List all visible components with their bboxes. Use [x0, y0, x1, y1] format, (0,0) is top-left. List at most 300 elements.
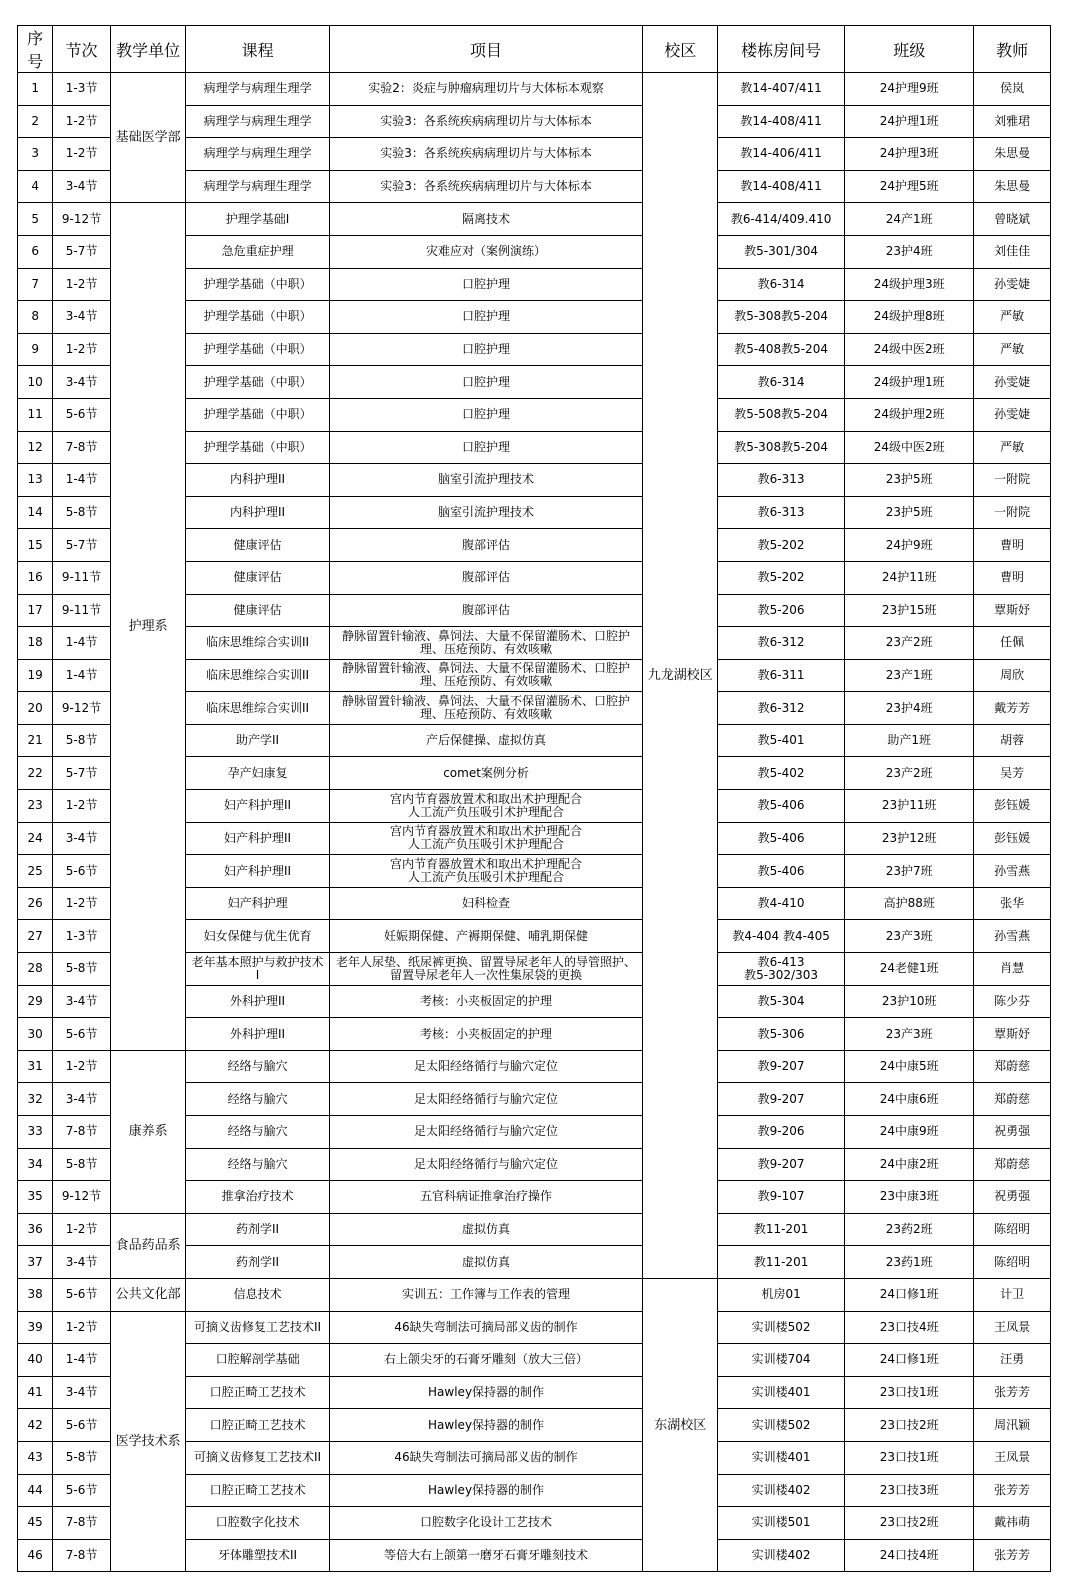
row-course: 信息技术: [186, 1278, 329, 1311]
row-course: 经络与腧穴: [186, 1116, 329, 1149]
row-period: 5-6节: [53, 1018, 111, 1051]
row-course: 护理学基础（中职）: [186, 366, 329, 399]
row-no: 2: [18, 105, 53, 138]
row-teacher: 任佩: [974, 627, 1051, 660]
row-no: 11: [18, 398, 53, 431]
row-teacher: 覃斯妤: [974, 594, 1051, 627]
row-room: 教14-407/411: [718, 73, 845, 106]
row-class: 23护4班: [845, 692, 974, 725]
row-project: 等倍大右上颌第一磨牙石膏牙雕刻技术: [329, 1539, 643, 1572]
row-room: 教6-314: [718, 268, 845, 301]
row-room: 实训楼502: [718, 1311, 845, 1344]
row-room: 教6-313: [718, 464, 845, 497]
row-course: 外科护理II: [186, 1018, 329, 1051]
row-project: Hawley保持器的制作: [329, 1474, 643, 1507]
unit-cell: 基础医学部: [110, 73, 186, 203]
row-no: 15: [18, 529, 53, 562]
row-teacher: 张华: [974, 887, 1051, 920]
row-project: 静脉留置针输液、鼻饲法、大量不保留灌肠术、口腔护理、压疮预防、有效咳嗽: [329, 659, 643, 692]
row-project: 口腔护理: [329, 366, 643, 399]
row-class: 23口技3班: [845, 1474, 974, 1507]
row-project: 足太阳经络循行与腧穴定位: [329, 1050, 643, 1083]
row-room: 实训楼402: [718, 1539, 845, 1572]
row-period: 3-4节: [53, 366, 111, 399]
row-teacher: 祝勇强: [974, 1181, 1051, 1214]
header-row: [18, 26, 1051, 73]
row-class: 24级护理1班: [845, 366, 974, 399]
row-teacher: 孙雯婕: [974, 366, 1051, 399]
unit-cell: 护理系: [110, 203, 186, 1050]
row-period: 3-4节: [53, 822, 111, 855]
row-course: 经络与腧穴: [186, 1148, 329, 1181]
row-course: 健康评估: [186, 529, 329, 562]
row-class: 23口技2班: [845, 1409, 974, 1442]
row-project: 右上颌尖牙的石膏牙雕刻（放大三倍）: [329, 1344, 643, 1377]
row-project: 腹部评估: [329, 561, 643, 594]
row-no: 10: [18, 366, 53, 399]
row-room: 实训楼502: [718, 1409, 845, 1442]
row-room: 教11-201: [718, 1213, 845, 1246]
row-no: 31: [18, 1050, 53, 1083]
row-no: 20: [18, 692, 53, 725]
row-period: 1-4节: [53, 1344, 111, 1377]
row-period: 1-2节: [53, 790, 111, 823]
row-project: 虚拟仿真: [329, 1213, 643, 1246]
row-room: 教14-408/411: [718, 170, 845, 203]
row-course: 健康评估: [186, 594, 329, 627]
row-class: 24老健1班: [845, 953, 974, 986]
row-teacher: 曾晓斌: [974, 203, 1051, 236]
row-teacher: 朱思曼: [974, 138, 1051, 171]
table-row: [18, 203, 1051, 236]
row-course: 孕产妇康复: [186, 757, 329, 790]
row-class: 24中康6班: [845, 1083, 974, 1116]
row-class: 24口修1班: [845, 1344, 974, 1377]
row-class: 23护11班: [845, 790, 974, 823]
row-teacher: 彭钰媛: [974, 790, 1051, 823]
row-room: 教5-206: [718, 594, 845, 627]
row-teacher: 一附院: [974, 496, 1051, 529]
row-period: 9-12节: [53, 692, 111, 725]
row-teacher: 刘雅珺: [974, 105, 1051, 138]
row-class: 24口技4班: [845, 1539, 974, 1572]
row-class: 23护12班: [845, 822, 974, 855]
row-project: 考核：小夹板固定的护理: [329, 1018, 643, 1051]
row-teacher: 孙雪燕: [974, 855, 1051, 888]
row-project: 宫内节育器放置术和取出术护理配合 人工流产负压吸引术护理配合: [329, 855, 643, 888]
row-course: 药剂学II: [186, 1246, 329, 1279]
row-period: 5-6节: [53, 1409, 111, 1442]
row-course: 妇产科护理II: [186, 790, 329, 823]
row-class: 24级护理8班: [845, 301, 974, 334]
row-room: 实训楼704: [718, 1344, 845, 1377]
row-course: 内科护理II: [186, 496, 329, 529]
row-project: 脑室引流护理技术: [329, 464, 643, 497]
row-no: 5: [18, 203, 53, 236]
row-project: 口腔护理: [329, 268, 643, 301]
row-teacher: 周汛颖: [974, 1409, 1051, 1442]
row-class: 24护理9班: [845, 73, 974, 106]
row-class: 23产2班: [845, 757, 974, 790]
row-period: 1-2节: [53, 138, 111, 171]
row-room: 教11-201: [718, 1246, 845, 1279]
row-course: 药剂学II: [186, 1213, 329, 1246]
row-teacher: 郑蔚慈: [974, 1148, 1051, 1181]
row-course: 病理学与病理生理学: [186, 73, 329, 106]
row-project: 实验3：各系统疾病病理切片与大体标本: [329, 105, 643, 138]
row-room: 教9-207: [718, 1050, 845, 1083]
row-room: 教9-207: [718, 1148, 845, 1181]
row-project: 妇科检查: [329, 887, 643, 920]
row-teacher: 侯岚: [974, 73, 1051, 106]
row-no: 44: [18, 1474, 53, 1507]
row-room: 实训楼501: [718, 1507, 845, 1540]
row-no: 19: [18, 659, 53, 692]
row-teacher: 胡蓉: [974, 724, 1051, 757]
row-room: 教5-308教5-204: [718, 301, 845, 334]
row-class: 23护7班: [845, 855, 974, 888]
row-no: 13: [18, 464, 53, 497]
row-teacher: 一附院: [974, 464, 1051, 497]
row-teacher: 汪勇: [974, 1344, 1051, 1377]
row-teacher: 刘佳佳: [974, 235, 1051, 268]
row-project: 实验2：炎症与肿瘤病理切片与大体标本观察: [329, 73, 643, 106]
row-project: 考核：小夹板固定的护理: [329, 985, 643, 1018]
row-period: 1-2节: [53, 887, 111, 920]
row-no: 7: [18, 268, 53, 301]
row-course: 妇产科护理II: [186, 822, 329, 855]
row-room: 教5-202: [718, 561, 845, 594]
row-course: 妇女保健与优生优育: [186, 920, 329, 953]
row-room: 教5-406: [718, 822, 845, 855]
row-class: 23护5班: [845, 496, 974, 529]
row-no: 9: [18, 333, 53, 366]
row-course: 病理学与病理生理学: [186, 138, 329, 171]
row-room: 教5-406: [718, 790, 845, 823]
row-project: comet案例分析: [329, 757, 643, 790]
row-teacher: 彭钰媛: [974, 822, 1051, 855]
row-no: 16: [18, 561, 53, 594]
row-period: 5-7节: [53, 235, 111, 268]
row-no: 40: [18, 1344, 53, 1377]
row-course: 可摘义齿修复工艺技术II: [186, 1441, 329, 1474]
row-project: 实训五：工作簿与工作表的管理: [329, 1278, 643, 1311]
row-no: 46: [18, 1539, 53, 1572]
row-project: 46缺失弯制法可摘局部义齿的制作: [329, 1311, 643, 1344]
row-project: 腹部评估: [329, 594, 643, 627]
row-period: 1-4节: [53, 659, 111, 692]
row-course: 经络与腧穴: [186, 1083, 329, 1116]
row-project: 口腔数字化设计工艺技术: [329, 1507, 643, 1540]
row-course: 推拿治疗技术: [186, 1181, 329, 1214]
row-no: 8: [18, 301, 53, 334]
row-period: 7-8节: [53, 431, 111, 464]
row-room: 教9-107: [718, 1181, 845, 1214]
row-project: 口腔护理: [329, 333, 643, 366]
row-period: 3-4节: [53, 170, 111, 203]
header-class: 班级: [845, 26, 974, 73]
row-period: 1-3节: [53, 73, 111, 106]
row-teacher: 戴芳芳: [974, 692, 1051, 725]
row-course: 护理学基础I: [186, 203, 329, 236]
row-project: 静脉留置针输液、鼻饲法、大量不保留灌肠术、口腔护理、压疮预防、有效咳嗽: [329, 692, 643, 725]
row-period: 5-7节: [53, 757, 111, 790]
row-course: 急危重症护理: [186, 235, 329, 268]
row-class: 24护9班: [845, 529, 974, 562]
row-class: 23护4班: [845, 235, 974, 268]
row-teacher: 孙雪燕: [974, 920, 1051, 953]
row-no: 21: [18, 724, 53, 757]
campus-cell: 东湖校区: [643, 1278, 718, 1571]
row-room: 教5-202: [718, 529, 845, 562]
row-period: 1-2节: [53, 1311, 111, 1344]
row-project: 隔离技术: [329, 203, 643, 236]
row-project: 足太阳经络循行与腧穴定位: [329, 1148, 643, 1181]
row-room: 教5-304: [718, 985, 845, 1018]
row-period: 9-11节: [53, 594, 111, 627]
row-period: 7-8节: [53, 1507, 111, 1540]
row-project: 实验3：各系统疾病病理切片与大体标本: [329, 170, 643, 203]
row-period: 5-8节: [53, 953, 111, 986]
row-project: 宫内节育器放置术和取出术护理配合 人工流产负压吸引术护理配合: [329, 790, 643, 823]
row-period: 1-2节: [53, 1050, 111, 1083]
table-row: [18, 1213, 1051, 1246]
row-project: 脑室引流护理技术: [329, 496, 643, 529]
header-teacher: 教师: [974, 26, 1051, 73]
row-class: 24护理1班: [845, 105, 974, 138]
row-room: 教5-402: [718, 757, 845, 790]
row-class: 24口修1班: [845, 1278, 974, 1311]
row-room: 教6-413 教5-302/303: [718, 953, 845, 986]
unit-cell: 康养系: [110, 1050, 186, 1213]
row-class: 23产3班: [845, 920, 974, 953]
row-period: 1-2节: [53, 105, 111, 138]
row-period: 5-8节: [53, 1441, 111, 1474]
row-class: 23中康3班: [845, 1181, 974, 1214]
row-period: 5-7节: [53, 529, 111, 562]
row-no: 43: [18, 1441, 53, 1474]
row-room: 教4-410: [718, 887, 845, 920]
row-course: 内科护理II: [186, 464, 329, 497]
row-no: 27: [18, 920, 53, 953]
row-teacher: 严敏: [974, 431, 1051, 464]
row-class: 助产1班: [845, 724, 974, 757]
row-room: 教14-406/411: [718, 138, 845, 171]
row-period: 7-8节: [53, 1539, 111, 1572]
row-class: 24中康5班: [845, 1050, 974, 1083]
row-period: 1-2节: [53, 333, 111, 366]
row-no: 22: [18, 757, 53, 790]
row-teacher: 郑蔚慈: [974, 1050, 1051, 1083]
row-no: 25: [18, 855, 53, 888]
row-class: 23口技4班: [845, 1311, 974, 1344]
row-no: 28: [18, 953, 53, 986]
row-course: 口腔正畸工艺技术: [186, 1474, 329, 1507]
row-project: 静脉留置针输液、鼻饲法、大量不保留灌肠术、口腔护理、压疮预防、有效咳嗽: [329, 627, 643, 660]
row-period: 9-12节: [53, 203, 111, 236]
row-room: 教9-206: [718, 1116, 845, 1149]
row-no: 36: [18, 1213, 53, 1246]
row-class: 23护10班: [845, 985, 974, 1018]
row-course: 病理学与病理生理学: [186, 105, 329, 138]
row-no: 38: [18, 1278, 53, 1311]
row-no: 29: [18, 985, 53, 1018]
row-project: 足太阳经络循行与腧穴定位: [329, 1083, 643, 1116]
row-teacher: 孙雯婕: [974, 268, 1051, 301]
row-period: 7-8节: [53, 1116, 111, 1149]
row-course: 妇产科护理: [186, 887, 329, 920]
row-class: 23口技1班: [845, 1376, 974, 1409]
row-class: 23药2班: [845, 1213, 974, 1246]
row-project: 妊娠期保健、产褥期保健、哺乳期保健: [329, 920, 643, 953]
row-teacher: 覃斯妤: [974, 1018, 1051, 1051]
row-period: 1-2节: [53, 1213, 111, 1246]
row-class: 23护15班: [845, 594, 974, 627]
row-room: 教5-306: [718, 1018, 845, 1051]
row-room: 教6-311: [718, 659, 845, 692]
row-room: 教5-406: [718, 855, 845, 888]
lab-schedule-table: [17, 25, 1051, 1572]
row-room: 实训楼401: [718, 1376, 845, 1409]
row-teacher: 陈少芬: [974, 985, 1051, 1018]
row-no: 35: [18, 1181, 53, 1214]
row-project: 口腔护理: [329, 431, 643, 464]
row-class: 23口技2班: [845, 1507, 974, 1540]
row-teacher: 朱思曼: [974, 170, 1051, 203]
row-no: 18: [18, 627, 53, 660]
row-room: 教6-313: [718, 496, 845, 529]
row-teacher: 祝勇强: [974, 1116, 1051, 1149]
row-teacher: 曹明: [974, 529, 1051, 562]
row-project: 腹部评估: [329, 529, 643, 562]
header-period: 节次: [53, 26, 111, 73]
row-project: 灾难应对（案例演练）: [329, 235, 643, 268]
row-room: 教14-408/411: [718, 105, 845, 138]
row-class: 24产1班: [845, 203, 974, 236]
row-teacher: 张芳芳: [974, 1474, 1051, 1507]
row-class: 23药1班: [845, 1246, 974, 1279]
row-room: 教4-404 教4-405: [718, 920, 845, 953]
row-class: 23口技1班: [845, 1441, 974, 1474]
row-room: 教5-508教5-204: [718, 398, 845, 431]
row-period: 5-6节: [53, 398, 111, 431]
campus-cell: 九龙湖校区: [643, 73, 718, 1279]
row-course: 护理学基础（中职）: [186, 268, 329, 301]
header-campus: 校区: [643, 26, 718, 73]
row-room: 教6-314: [718, 366, 845, 399]
row-class: 23产2班: [845, 627, 974, 660]
row-teacher: 肖慧: [974, 953, 1051, 986]
row-course: 护理学基础（中职）: [186, 398, 329, 431]
row-teacher: 严敏: [974, 333, 1051, 366]
row-course: 可摘义齿修复工艺技术II: [186, 1311, 329, 1344]
row-period: 5-8节: [53, 724, 111, 757]
row-course: 外科护理II: [186, 985, 329, 1018]
row-class: 23产3班: [845, 1018, 974, 1051]
row-project: Hawley保持器的制作: [329, 1376, 643, 1409]
row-course: 经络与腧穴: [186, 1050, 329, 1083]
row-room: 教5-308教5-204: [718, 431, 845, 464]
row-period: 1-4节: [53, 627, 111, 660]
header-room: 楼栋房间号: [718, 26, 845, 73]
row-no: 24: [18, 822, 53, 855]
row-course: 牙体雕塑技术II: [186, 1539, 329, 1572]
table-body: [18, 73, 1051, 1572]
row-class: 24级中医2班: [845, 431, 974, 464]
row-period: 1-3节: [53, 920, 111, 953]
row-no: 6: [18, 235, 53, 268]
row-no: 32: [18, 1083, 53, 1116]
row-teacher: 张芳芳: [974, 1376, 1051, 1409]
row-period: 5-8节: [53, 496, 111, 529]
row-no: 17: [18, 594, 53, 627]
row-teacher: 周欣: [974, 659, 1051, 692]
row-course: 临床思维综合实训II: [186, 692, 329, 725]
row-room: 机房01: [718, 1278, 845, 1311]
row-project: 虚拟仿真: [329, 1246, 643, 1279]
row-class: 24级中医2班: [845, 333, 974, 366]
row-class: 23产1班: [845, 659, 974, 692]
row-course: 护理学基础（中职）: [186, 431, 329, 464]
row-project: 口腔护理: [329, 398, 643, 431]
row-no: 23: [18, 790, 53, 823]
row-teacher: 孙雯婕: [974, 398, 1051, 431]
row-course: 助产学II: [186, 724, 329, 757]
row-teacher: 郑蔚慈: [974, 1083, 1051, 1116]
row-teacher: 曹明: [974, 561, 1051, 594]
row-course: 口腔解剖学基础: [186, 1344, 329, 1377]
row-course: 护理学基础（中职）: [186, 301, 329, 334]
row-period: 3-4节: [53, 1083, 111, 1116]
row-room: 教9-207: [718, 1083, 845, 1116]
row-no: 26: [18, 887, 53, 920]
header-unit: 教学单位: [110, 26, 186, 73]
row-course: 老年基本照护与救护技术 I: [186, 953, 329, 986]
row-teacher: 严敏: [974, 301, 1051, 334]
table-row: [18, 73, 1051, 106]
row-class: 24护理3班: [845, 138, 974, 171]
row-project: 口腔护理: [329, 301, 643, 334]
row-no: 45: [18, 1507, 53, 1540]
row-no: 42: [18, 1409, 53, 1442]
row-class: 24级护理2班: [845, 398, 974, 431]
table-row: [18, 1311, 1051, 1344]
row-period: 9-11节: [53, 561, 111, 594]
row-period: 3-4节: [53, 1246, 111, 1279]
header-project: 项目: [329, 26, 643, 73]
row-no: 12: [18, 431, 53, 464]
row-room: 教6-312: [718, 692, 845, 725]
row-period: 3-4节: [53, 1376, 111, 1409]
row-room: 教5-408教5-204: [718, 333, 845, 366]
row-project: 足太阳经络循行与腧穴定位: [329, 1116, 643, 1149]
row-class: 高护88班: [845, 887, 974, 920]
row-course: 口腔正畸工艺技术: [186, 1409, 329, 1442]
unit-cell: 食品药品系: [110, 1213, 186, 1278]
header-no: 序号: [18, 26, 53, 73]
row-period: 3-4节: [53, 985, 111, 1018]
row-no: 41: [18, 1376, 53, 1409]
row-project: Hawley保持器的制作: [329, 1409, 643, 1442]
table-row: [18, 1050, 1051, 1083]
row-project: 46缺失弯制法可摘局部义齿的制作: [329, 1441, 643, 1474]
row-no: 1: [18, 73, 53, 106]
row-teacher: 吴芳: [974, 757, 1051, 790]
row-room: 教6-312: [718, 627, 845, 660]
row-project: 五官科病证推拿治疗操作: [329, 1181, 643, 1214]
row-no: 14: [18, 496, 53, 529]
row-teacher: 陈绍明: [974, 1213, 1051, 1246]
